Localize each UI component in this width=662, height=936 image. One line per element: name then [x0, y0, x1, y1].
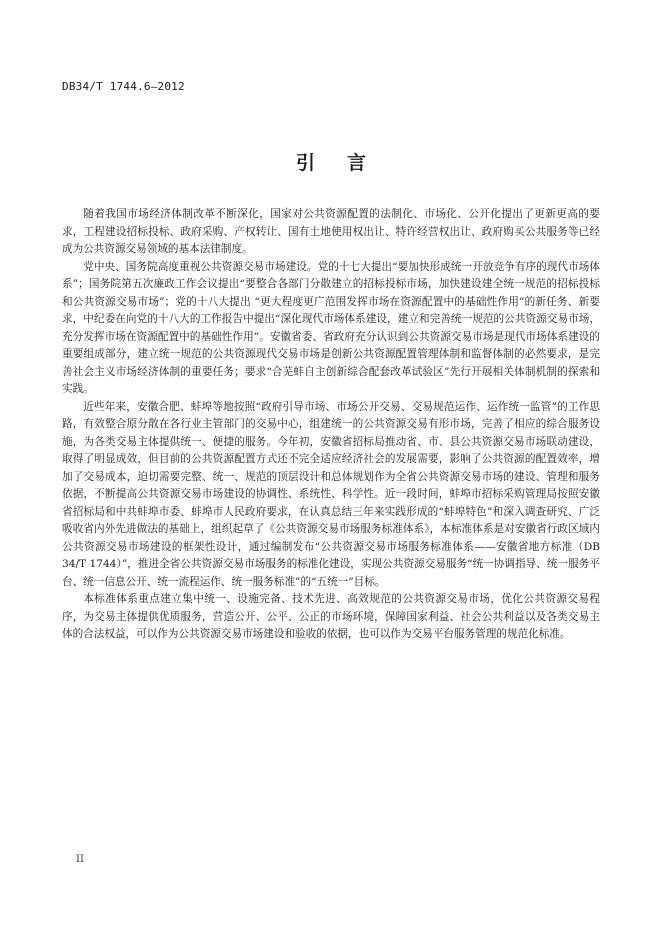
- paragraph-2: 党中央、国务院高度重视公共资源交易市场建设。党的十七大提出“要加快形成统一开放竞争有序的现代市场体系”；国务院第五次廉政工作会议提出“要整合各部门分散建立的招标投标市场，加快建设建全统一规范的招标投标和公共资源交易市场”；党的十八大提出 “更大程度更广范围发挥市场在资源配置中的基础性作用”的新任务、新要求，中纪委在向党的十八大的工作报告中提出“深化现代市场体系建设，建立和完善统一规范的公共资源交易市场，充分发挥市场在资源配置中的基础性作用”。安徽省委、省政府充分认识到公共资源交易市场是现代市场体系建设的重要组成部分，建立统一规范的公共资源现代交易市场是创新公共资源配置管理体制和监督体制的必然要求，是完善社会主义市场经济体制的重要任务；要求“合芜蚌自主创新综合配套改革试验区”先行开展相关体制机制的探索和实践。: [62, 260, 600, 395]
- page-number: II: [76, 854, 84, 865]
- paragraph-3: 近些年来，安徽合肥、蚌埠等地按照“政府引导市场、市场公开交易、交易规范运作、运作统一监管”的工作思路，有效整合原分散在各行业主管部门的交易中心，组建统一的公共资源交易有形市场，完善了相应的综合服务设施，为各类交易主体提供统一、便捷的服务。今年初，安徽省招标局推动省、市、县公共资源交易市场联动建设，取得了明显成效，但目前的公共资源配置方式还不完全适应经济社会的发展需要，影响了公共资源的配置效率，增加了交易成本，迫切需要完整、统一、规范的顶层设计和总体规划作为全省公共资源交易市场的建设、管理和服务依据，不断提高公共资源交易市场建设的协调性、系统性、科学性。近一段时间，蚌埠市招标采购管理局按照安徽省招标局和中共蚌埠市委、蚌埠市人民政府要求，在认真总结三年来实践形成的“蚌埠特色”和深入调查研究、广泛吸收省内外先进做法的基础上，组织起草了《公共资源交易市场服务标准体系》，本标准体系是对安徽省行政区域内公共资源交易市场建设的框架性设计，通过编制发布“公共资源交易市场服务标准体系——安徽省地方标准（DB 34/T 1744）”，推进全省公共资源交易市场服务的标准化建设，实现公共资源交易服务“统一协调指导、统一服务平台、统一信息公开、统一流程运作、统一服务标准”的“五统一”目标。: [62, 400, 600, 588]
- paragraph-4: 本标准体系重点建立集中统一、设施完备、技术先进、高效规范的公共资源交易市场，优化公共资源交易程序，为交易主体提供优质服务，营造公开、公平、公正的市场环境，保障国家利益、社会公共利益以及各类交易主体的合法权益，可以作为公共资源交易市场建设和验收的依据，也可以作为交易平台服务管理的规范化标准。: [62, 593, 600, 640]
- introduction-body: [62, 206, 600, 644]
- document-code: DB34/T 1744.6—2012: [62, 80, 185, 93]
- paragraph-1: 随着我国市场经济体制改革不断深化，国家对公共资源配置的法制化、市场化、公开化提出了更新更高的要求，工程建设招标投标、政府采购、产权转让、国有土地使用权出让、特许经营权出让、政府购买公共服务等已经成为公共资源交易领域的基本法律制度。: [62, 208, 600, 255]
- title-char-2: 言: [347, 152, 367, 174]
- title-char-1: 引: [295, 152, 315, 174]
- section-title: [0, 148, 662, 175]
